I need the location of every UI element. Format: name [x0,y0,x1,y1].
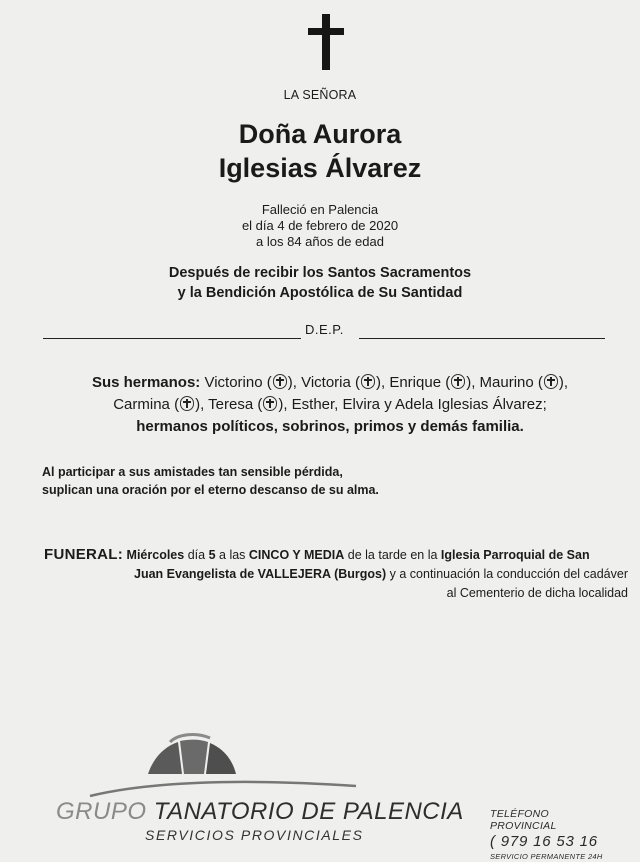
dep-divider [43,322,605,340]
phone-note: SERVICIO PERMANENTE 24H [490,852,603,861]
deceased-cross-icon [544,374,558,389]
funeral-day: Miércoles [126,548,185,562]
family-line-3 [60,416,600,438]
deceased-name [0,117,640,185]
divider-line-left [43,338,301,339]
funeral-line-1 [44,545,628,565]
company-tagline: SERVICIOS PROVINCIALES [145,827,364,843]
sibling-victorino: Victorino ( [204,374,272,391]
funeral-church: Iglesia Parroquial de San [440,548,590,562]
message-block [42,463,562,499]
sacraments-line-2: y la Bendición Apostólica de Su Santidad [177,285,463,301]
family-block [60,372,600,438]
family-line-2 [60,394,600,416]
sibling-maurino: ), Maurino ( [466,374,543,391]
deceased-cross-icon [180,396,194,411]
intro-title: LA SEÑORA [283,88,357,102]
funeral-text: día [187,548,206,562]
deceased-cross-icon [451,374,465,389]
family-closing: hermanos políticos, sobrinos, primos y demás familia. [136,418,524,435]
funeral-text: a las [219,548,246,562]
phone-icon: ( [490,833,496,850]
cross-icon [308,14,344,70]
sibling-enrique: ), Enrique ( [376,374,451,391]
sibling-carmina: Carmina ( [113,396,180,413]
phone-block [490,808,610,861]
company-name [56,798,464,826]
name-line-2: Iglesias Álvarez [218,153,422,183]
deceased-cross-icon [273,374,287,389]
deceased-cross-icon [361,374,375,389]
funeral-date: 5 [208,548,216,562]
funeral-time: CINCO Y MEDIA [248,548,345,562]
family-line-1 [60,372,600,394]
company-tanatorio: TANATORIO DE PALENCIA [153,798,464,825]
phone-row [490,833,610,850]
sacraments-text [0,263,640,303]
divider-line-right [359,338,605,339]
phone-label: TELÉFONO PROVINCIAL [490,808,557,832]
sibling-victoria: ), Victoria ( [287,374,360,391]
death-details [0,202,640,250]
phone-number: 979 16 53 16 [500,833,598,850]
message-line-2: suplican una oración por el eterno descanso de su alma. [42,483,379,497]
funeral-line-2 [44,565,628,584]
siblings-others: ), Esther, Elvira y Adela Iglesias Álvarez; [278,396,547,413]
sacraments-line-1: Después de recibir los Santos Sacramentos [168,265,472,281]
death-age: a los 84 años de edad [256,234,384,249]
funeral-text: de la tarde en la [347,548,438,562]
death-place: Falleció en Palencia [261,202,379,217]
deceased-cross-icon [263,396,277,411]
funeral-line-3: al Cementerio de dicha localidad [446,586,628,600]
sibling-separator: ), [558,374,569,391]
company-grupo: GRUPO [56,798,147,825]
sibling-teresa: ), Teresa ( [195,396,263,413]
name-line-1: Doña Aurora [238,119,402,149]
funeral-church-cont: Juan Evangelista de VALLEJERA (Burgos) [134,567,387,581]
funeral-text: y a continuación la conducción del cadáver [389,567,628,581]
funeral-label: FUNERAL: [44,546,124,563]
family-label: Sus hermanos: [91,374,201,391]
funeral-block [44,545,628,603]
logo-sweep-icon [88,752,358,800]
death-date: el día 4 de febrero de 2020 [241,218,399,233]
message-line-1: Al participar a sus amistades tan sensible pérdida, [42,465,343,479]
dep-label: D.E.P. [305,322,344,337]
